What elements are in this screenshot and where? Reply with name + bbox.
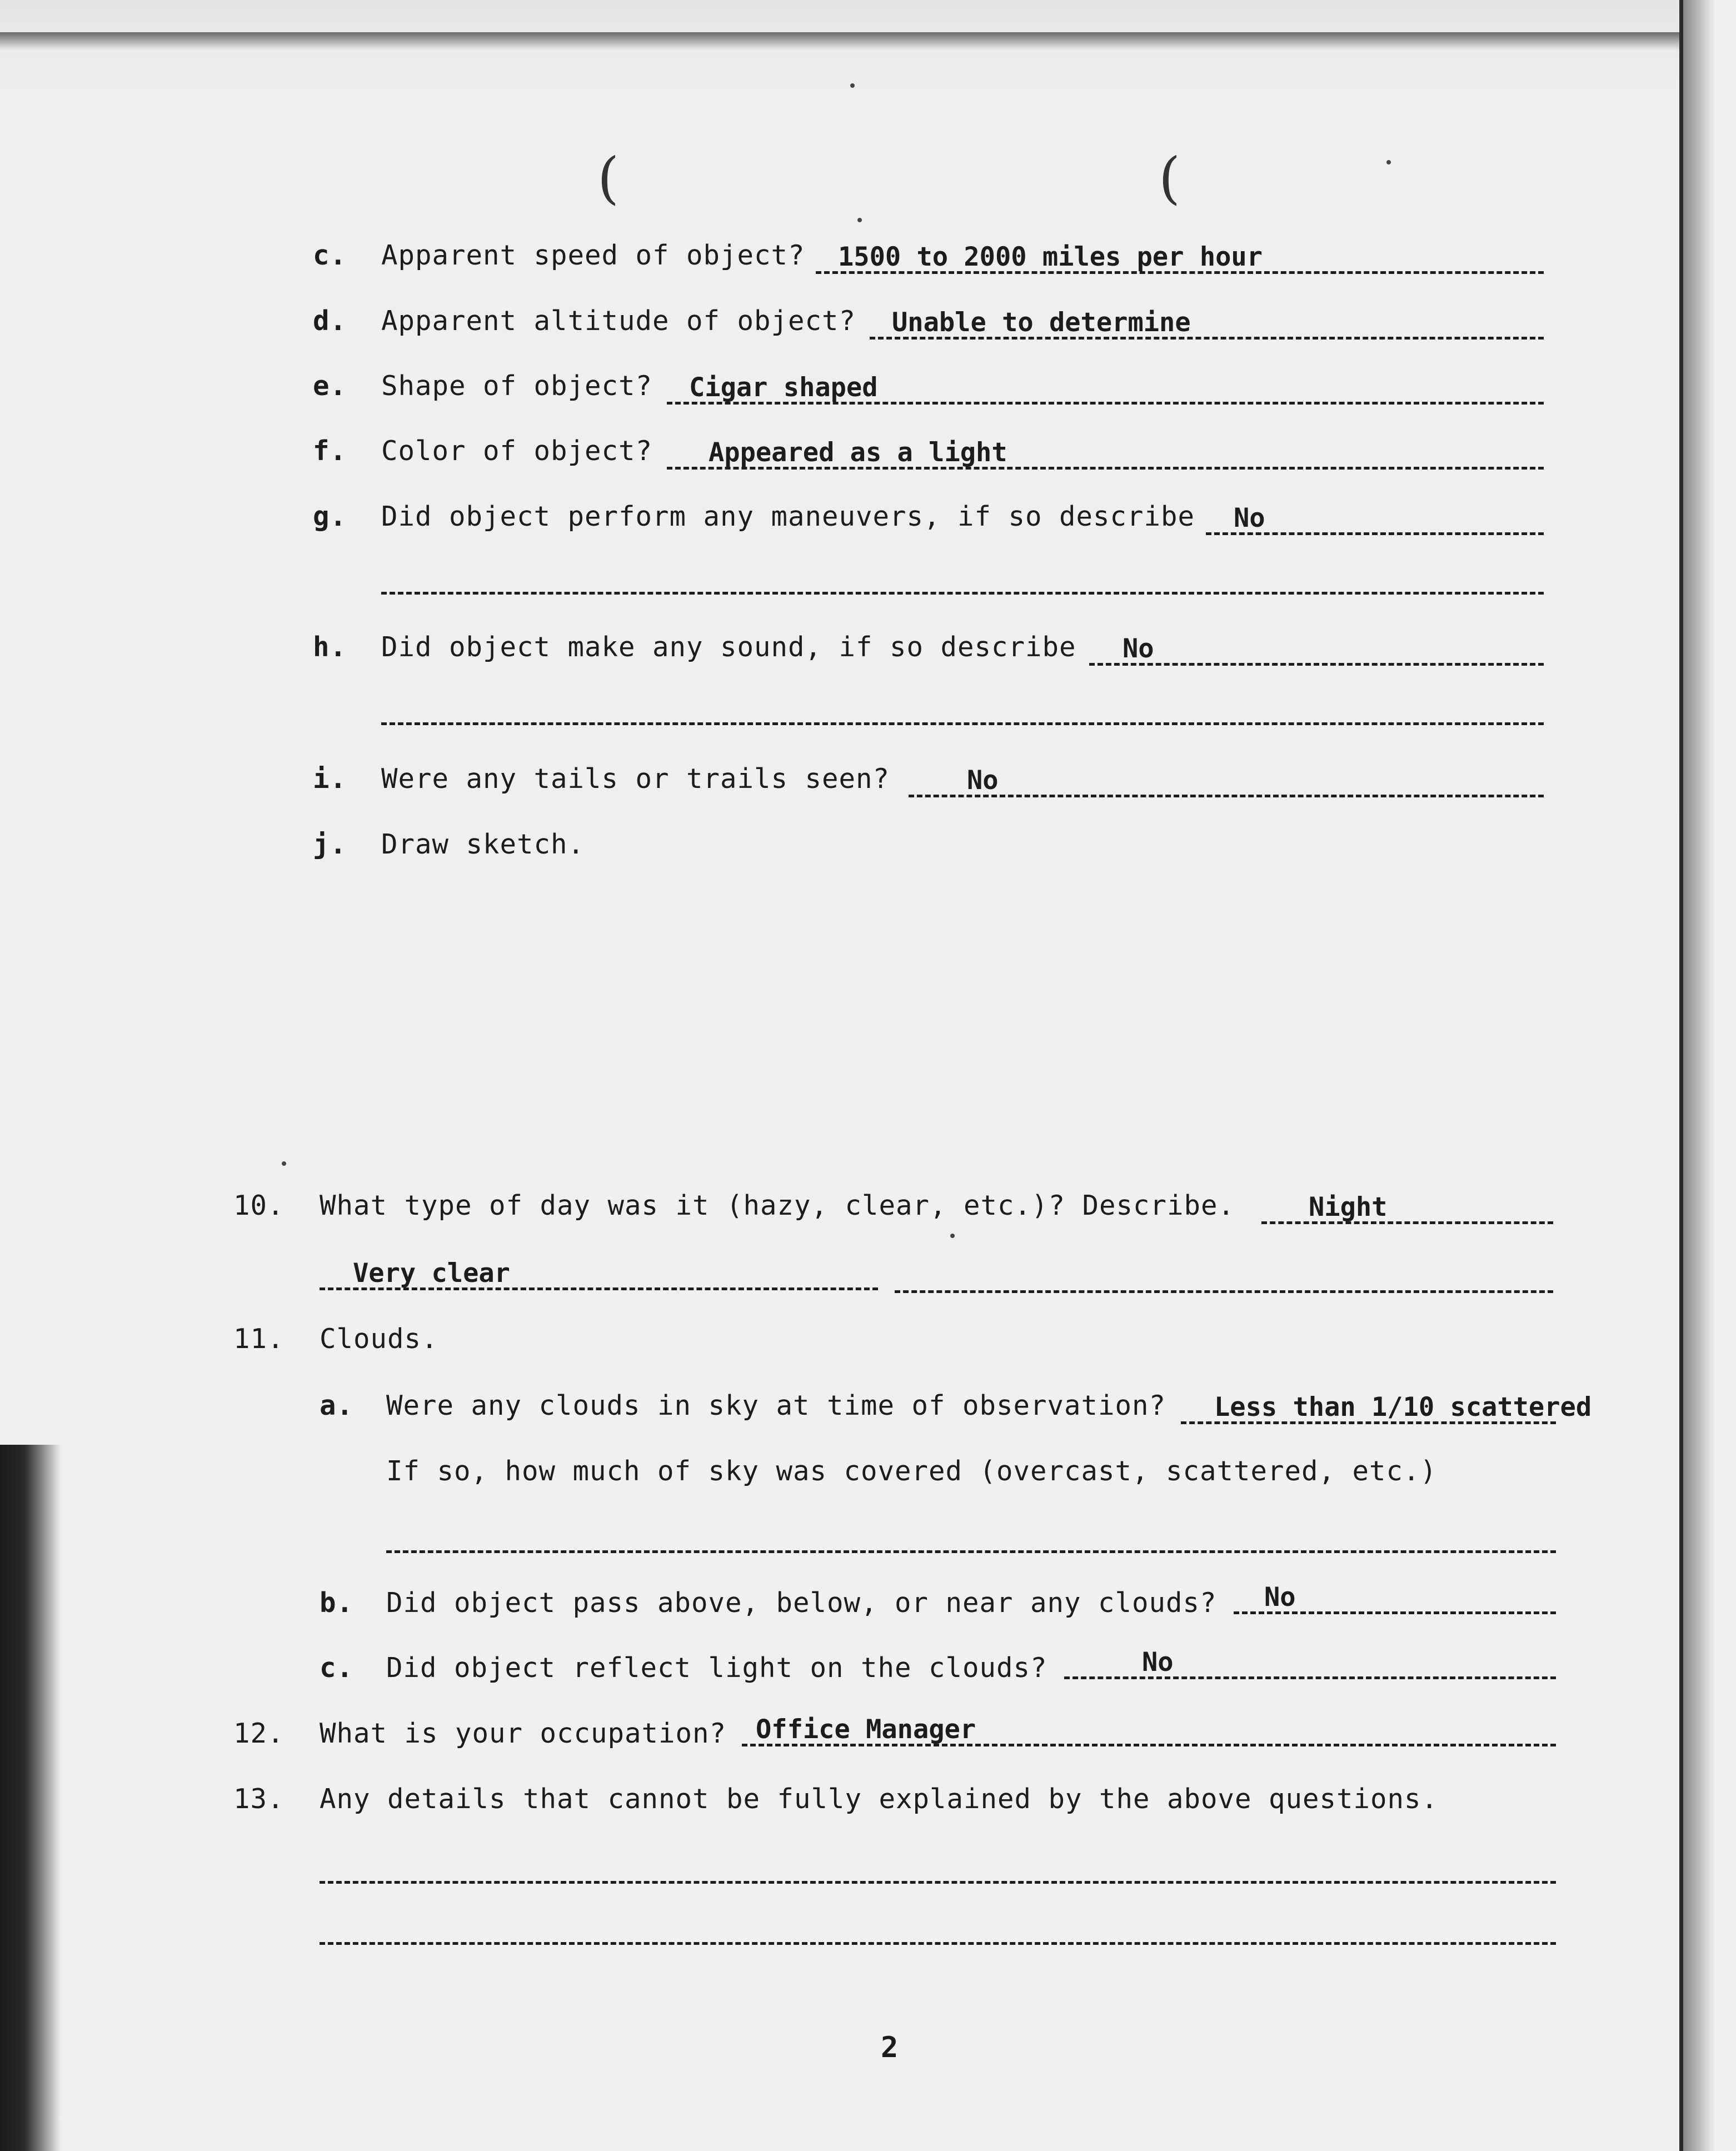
- scan-right-margin: [1683, 0, 1736, 2151]
- item-e-answer: Cigar shaped: [667, 371, 1544, 405]
- hole-mark-left: (: [597, 146, 620, 211]
- item-h-question: Did object make any sound, if so describe: [381, 631, 1076, 663]
- q11c-question: Did object reflect light on the clouds?: [386, 1652, 1047, 1684]
- scan-top-edge: [0, 32, 1736, 50]
- q11a-question-line2: If so, how much of sky was covered (overcast, scattered, etc.): [386, 1455, 1438, 1487]
- speck: [950, 1234, 955, 1238]
- q11a-question: Were any clouds in sky at time of observation?: [386, 1390, 1166, 1421]
- item-f-answer: Appeared as a light: [667, 436, 1544, 470]
- q12-question: What is your occupation?: [320, 1718, 727, 1749]
- q11-number: 11.: [233, 1323, 285, 1355]
- q11c-answer: No: [1064, 1646, 1556, 1679]
- q11a-label: a.: [320, 1390, 354, 1421]
- speck: [1386, 160, 1391, 164]
- q11b-answer: No: [1234, 1581, 1556, 1614]
- speck: [282, 1161, 286, 1166]
- item-c-question: Apparent speed of object?: [381, 239, 805, 271]
- q11c-label: c.: [320, 1652, 354, 1684]
- sketch-area: [381, 878, 1544, 1145]
- page-number: 2: [881, 2031, 899, 2064]
- item-d-answer: Unable to determine: [870, 306, 1544, 340]
- item-h-label: h.: [313, 631, 347, 663]
- item-g-label: g.: [313, 501, 347, 532]
- item-j-label: j.: [313, 829, 347, 860]
- item-h-extra-line: [381, 722, 1544, 725]
- q10-number: 10.: [233, 1190, 285, 1221]
- item-j-question: Draw sketch.: [381, 829, 585, 860]
- item-h-answer: No: [1089, 632, 1544, 666]
- item-i-question: Were any tails or trails seen?: [381, 763, 890, 795]
- q10-answer: Night: [1261, 1191, 1553, 1224]
- q12-answer: Office Manager: [742, 1713, 1556, 1746]
- item-g-extra-line: [381, 592, 1544, 595]
- item-d-question: Apparent altitude of object?: [381, 305, 856, 337]
- q13-question: Any details that cannot be fully explained by the above questions.: [320, 1783, 1439, 1815]
- q11b-label: b.: [320, 1587, 354, 1619]
- item-c-label: c.: [313, 239, 347, 271]
- q13-line-1: [320, 1881, 1556, 1884]
- item-e-question: Shape of object?: [381, 370, 653, 402]
- q10-extra-line: [895, 1290, 1553, 1293]
- q10-answer-line2: Very clear: [320, 1257, 878, 1290]
- item-d-label: d.: [313, 305, 347, 337]
- q11a-answer: Less than 1/10 scattered: [1181, 1391, 1556, 1424]
- item-g-question: Did object perform any maneuvers, if so describe: [381, 501, 1195, 532]
- scan-right-edge: [1679, 0, 1683, 2151]
- speck: [857, 218, 862, 222]
- speck: [850, 83, 855, 88]
- q11a-extra-line: [386, 1550, 1556, 1553]
- q10-question: What type of day was it (hazy, clear, etc.)? Describe.: [320, 1190, 1235, 1221]
- item-i-answer: No: [909, 764, 1544, 797]
- item-e-label: e.: [313, 370, 347, 402]
- item-g-answer: No: [1206, 502, 1544, 535]
- item-c-answer: 1500 to 2000 miles per hour: [816, 241, 1544, 274]
- q11b-question: Did object pass above, below, or near any clouds?: [386, 1587, 1217, 1619]
- item-f-question: Color of object?: [381, 435, 653, 467]
- hole-mark-right: (: [1159, 146, 1181, 211]
- q12-number: 12.: [233, 1718, 285, 1749]
- q13-line-2: [320, 1942, 1556, 1945]
- q13-number: 13.: [233, 1783, 285, 1815]
- item-i-label: i.: [313, 763, 347, 795]
- scan-left-shadow: [0, 1445, 61, 2151]
- item-f-label: f.: [313, 435, 347, 467]
- q11-title: Clouds.: [320, 1323, 438, 1355]
